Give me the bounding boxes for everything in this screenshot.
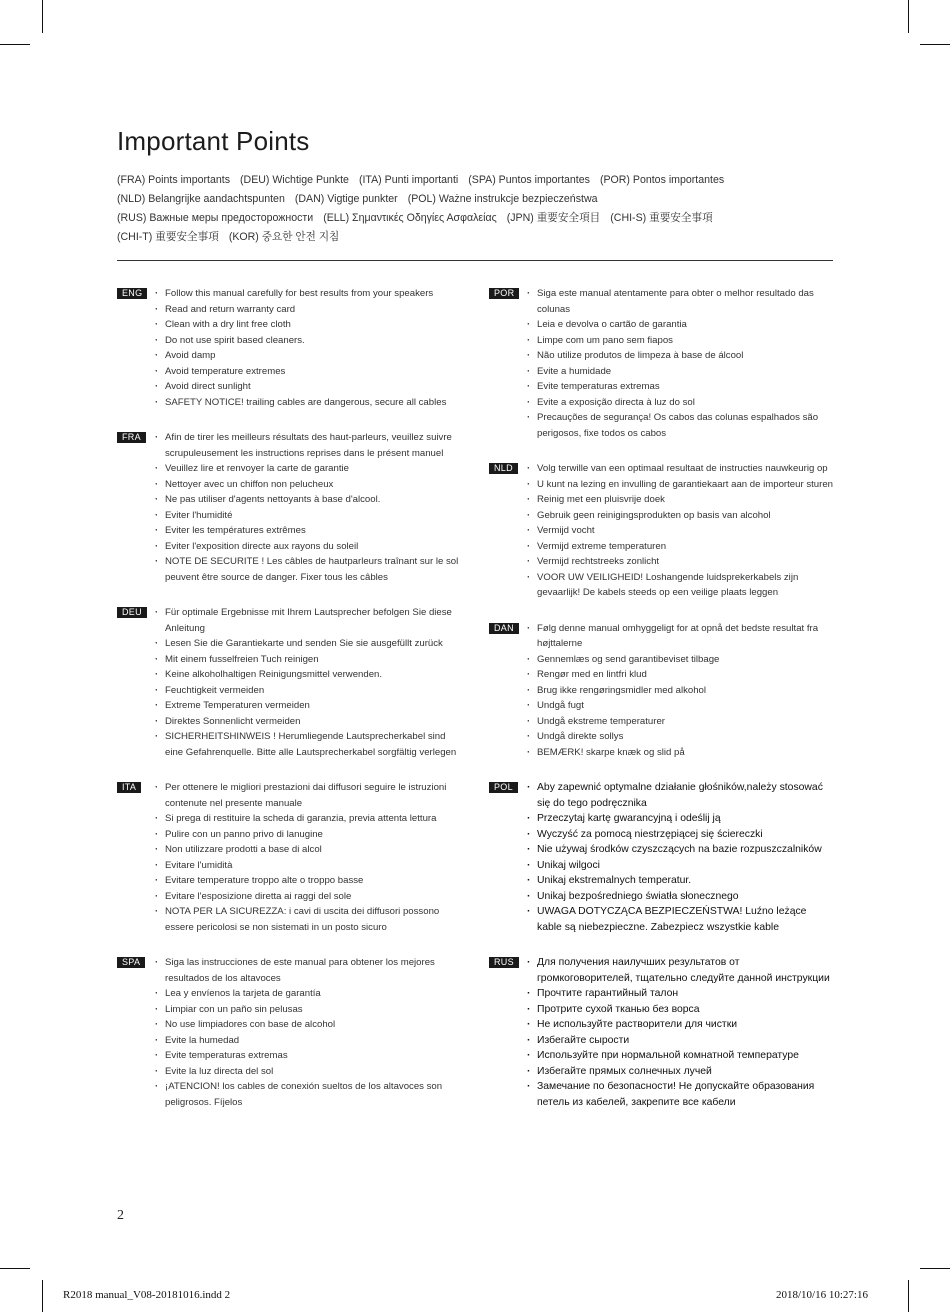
language-code-badge: ENG bbox=[117, 288, 147, 299]
list-item: · Aby zapewnić optymalne działanie głośników,należy stosować się do tego podręcznika bbox=[527, 780, 834, 811]
list-item: · Pulire con un panno privo di lanugine bbox=[155, 827, 462, 843]
list-item: · Do not use spirit based cleaners. bbox=[155, 333, 462, 349]
translated-title: (POL) Ważne instrukcje bezpieczeństwa bbox=[407, 193, 598, 205]
list-item: · Siga este manual atentamente para obter o melhor resultado das colunas bbox=[527, 286, 834, 317]
translated-title: (KOR) 중요한 안전 지침 bbox=[228, 231, 340, 243]
list-item: · SAFETY NOTICE! trailing cables are dangerous, secure all cables bbox=[155, 395, 462, 411]
list-item: · SICHERHEITSHINWEIS ! Herumliegende Lautsprecherkabel sind eine Gefahrenquelle. Bitte alle Lautsprecherkabel sorgfältig verlegen bbox=[155, 729, 462, 760]
language-section-rus bbox=[489, 955, 834, 1110]
list-item: · Unikaj bezpośredniego światła słonecznego bbox=[527, 889, 834, 905]
list-item: · Nie używaj środków czyszczących na bazie rozpuszczalników bbox=[527, 842, 834, 858]
list-item: · Avoid temperature extremes bbox=[155, 364, 462, 380]
list-item: · Siga las instrucciones de este manual para obtener los mejores resultados de los altavoces bbox=[155, 955, 462, 986]
list-item: · ¡ATENCION! los cables de conexión sueltos de los altavoces son peligrosos. Fíjelos bbox=[155, 1079, 462, 1110]
crop-mark bbox=[908, 0, 909, 33]
translated-title: (JPN) 重要安全項目 bbox=[506, 212, 601, 224]
list-item: · Не используйте растворители для чистки bbox=[527, 1017, 834, 1033]
list-item: · No use limpiadores con base de alcohol bbox=[155, 1017, 462, 1033]
instruction-list bbox=[155, 955, 462, 1110]
translated-title-line bbox=[117, 190, 837, 209]
list-item: · Evite temperaturas extremas bbox=[527, 379, 834, 395]
list-item: · Eviter les températures extrêmes bbox=[155, 523, 462, 539]
footer-filename: R2018 manual_V08-20181016.indd 2 bbox=[63, 1289, 231, 1301]
list-item: · Evitare l'esposizione diretta ai raggi del sole bbox=[155, 889, 462, 905]
list-item: · Eviter l'exposition directe aux rayons du soleil bbox=[155, 539, 462, 555]
translated-title: (DEU) Wichtige Punkte bbox=[240, 174, 349, 186]
translated-title: (POR) Pontos importantes bbox=[599, 174, 725, 186]
language-section-dan bbox=[489, 621, 834, 761]
crop-mark bbox=[0, 1268, 30, 1269]
crop-mark bbox=[920, 1268, 950, 1269]
translated-title: (FRA) Points importants bbox=[117, 174, 231, 186]
language-section-por bbox=[489, 286, 834, 441]
list-item: · Lesen Sie die Garantiekarte und senden Sie sie ausgefüllt zurück bbox=[155, 636, 462, 652]
list-item: · U kunt na lezing en invulling de garantiekaart aan de importeur sturen bbox=[527, 477, 834, 493]
list-item: · Замечание по безопасности! Не допускайте образования петель из кабелей, закрепите все кабели bbox=[527, 1079, 834, 1110]
list-item: · VOOR UW VEILIGHEID! Loshangende luidsprekerkabels zijn gevaarlijk! De kabels steeds op een veilige plaats leggen bbox=[527, 570, 834, 601]
list-item: · Extreme Temperaturen vermeiden bbox=[155, 698, 462, 714]
list-item: · Leia e devolva o cartão de garantia bbox=[527, 317, 834, 333]
list-item: · Избегайте сырости bbox=[527, 1033, 834, 1049]
list-item: · Clean with a dry lint free cloth bbox=[155, 317, 462, 333]
list-item: · UWAGA DOTYCZĄCA BEZPIECZEŃSTWA! Luźno leżące kable są niebezpieczne. Zabezpiecz wszystkie kable bbox=[527, 904, 834, 935]
list-item: · Wyczyść za pomocą niestrzępiącej się ściereczki bbox=[527, 827, 834, 843]
translated-title: (NLD) Belangrijke aandachtspunten bbox=[117, 193, 285, 205]
translated-title: (CHI-S) 重要安全事項 bbox=[610, 212, 713, 224]
language-code-badge: DEU bbox=[117, 607, 147, 618]
language-code-badge: NLD bbox=[489, 463, 518, 474]
instruction-list bbox=[527, 461, 834, 601]
list-item: · Für optimale Ergebnisse mit Ihrem Lautsprecher befolgen Sie diese Anleitung bbox=[155, 605, 462, 636]
language-section-deu bbox=[117, 605, 462, 760]
list-item: · Si prega di restituire la scheda di garanzia, previa attenta lettura bbox=[155, 811, 462, 827]
list-item: · Direktes Sonnenlicht vermeiden bbox=[155, 714, 462, 730]
translated-title: (DAN) Vigtige punkter bbox=[294, 193, 398, 205]
translated-title-line bbox=[117, 171, 837, 190]
translated-title: (SPA) Puntos importantes bbox=[468, 174, 590, 186]
list-item: · Unikaj ekstremalnych temperatur. bbox=[527, 873, 834, 889]
translated-title: (ITA) Punti importanti bbox=[358, 174, 459, 186]
left-column bbox=[117, 286, 462, 1110]
crop-mark bbox=[42, 0, 43, 33]
list-item: · Reinig met een pluisvrije doek bbox=[527, 492, 834, 508]
list-item: · Per ottenere le migliori prestazioni dai diffusori seguire le istruzioni contenute nel presente manuale bbox=[155, 780, 462, 811]
language-section-pol bbox=[489, 780, 834, 935]
language-code-badge: POR bbox=[489, 288, 519, 299]
list-item: · Используйте при нормальной комнатной температуре bbox=[527, 1048, 834, 1064]
list-item: · Evitare l'umidità bbox=[155, 858, 462, 874]
list-item: · Precauções de segurança! Os cabos das colunas espalhados são perigosos, fixe todos os cabos bbox=[527, 410, 834, 441]
list-item: · Przeczytaj kartę gwarancyjną i odeślij ją bbox=[527, 811, 834, 827]
list-item: · Undgå fugt bbox=[527, 698, 834, 714]
list-item: · Følg denne manual omhyggeligt for at opnå det bedste resultat fra højttalerne bbox=[527, 621, 834, 652]
translated-title-line bbox=[117, 209, 837, 228]
list-item: · Vermijd extreme temperaturen bbox=[527, 539, 834, 555]
list-item: · Vermijd vocht bbox=[527, 523, 834, 539]
instruction-list bbox=[155, 780, 462, 935]
list-item: · Evitare temperature troppo alte o troppo basse bbox=[155, 873, 462, 889]
list-item: · Eviter l'humidité bbox=[155, 508, 462, 524]
instruction-list bbox=[527, 955, 834, 1110]
translated-title-line bbox=[117, 228, 837, 247]
list-item: · BEMÆRK! skarpe knæk og slid på bbox=[527, 745, 834, 761]
list-item: · Vermijd rechtstreeks zonlicht bbox=[527, 554, 834, 570]
list-item: · Veuillez lire et renvoyer la carte de garantie bbox=[155, 461, 462, 477]
language-code-badge: SPA bbox=[117, 957, 145, 968]
language-code-badge: POL bbox=[489, 782, 518, 793]
language-section-eng bbox=[117, 286, 462, 410]
list-item: · Протрите сухой тканью без ворса bbox=[527, 1002, 834, 1018]
language-code-badge: DAN bbox=[489, 623, 519, 634]
list-item: · Volg terwille van een optimaal resultaat de instructies nauwkeurig op bbox=[527, 461, 834, 477]
translated-title: (ELL) Σημαντικές Οδηγίες Ασφαλείας bbox=[323, 212, 497, 224]
list-item: · Evite a humidade bbox=[527, 364, 834, 380]
list-item: · Mit einem fusselfreien Tuch reinigen bbox=[155, 652, 462, 668]
page-number: 2 bbox=[117, 1208, 124, 1223]
list-item: · Ne pas utiliser d'agents nettoyants à base d'alcool. bbox=[155, 492, 462, 508]
list-item: · Keine alkoholhaltigen Reinigungsmittel verwenden. bbox=[155, 667, 462, 683]
list-item: · Não utilize produtos de limpeza à base de álcool bbox=[527, 348, 834, 364]
language-code-badge: FRA bbox=[117, 432, 146, 443]
list-item: · NOTE DE SECURITE ! Les câbles de hautparleurs traînant sur le sol peuvent être source de danger. Fixer tous les câbles bbox=[155, 554, 462, 585]
list-item: · Feuchtigkeit vermeiden bbox=[155, 683, 462, 699]
list-item: · Прочтите гарантийный талон bbox=[527, 986, 834, 1002]
instruction-list bbox=[527, 780, 834, 935]
list-item: · Undgå ekstreme temperaturer bbox=[527, 714, 834, 730]
list-item: · Afin de tirer les meilleurs résultats des haut-parleurs, veuillez suivre scrupuleusement les instructions reprises dans le présent manuel bbox=[155, 430, 462, 461]
language-section-ita bbox=[117, 780, 462, 935]
crop-mark bbox=[908, 1280, 909, 1312]
right-column bbox=[489, 286, 834, 1110]
translated-titles bbox=[117, 171, 837, 247]
crop-mark bbox=[920, 44, 950, 45]
instruction-list bbox=[155, 430, 462, 585]
instruction-list bbox=[155, 286, 462, 410]
list-item: · Avoid direct sunlight bbox=[155, 379, 462, 395]
list-item: · Evite la luz directa del sol bbox=[155, 1064, 462, 1080]
crop-mark bbox=[42, 1280, 43, 1312]
translated-title: (RUS) Важные меры предосторожности bbox=[117, 212, 314, 224]
page-title: Important Points bbox=[117, 126, 310, 156]
list-item: · Gebruik geen reinigingsprodukten op basis van alcohol bbox=[527, 508, 834, 524]
list-item: · Brug ikke rengøringsmidler med alkohol bbox=[527, 683, 834, 699]
list-item: · Read and return warranty card bbox=[155, 302, 462, 318]
language-section-fra bbox=[117, 430, 462, 585]
language-section-spa bbox=[117, 955, 462, 1110]
divider bbox=[117, 260, 833, 261]
list-item: · Unikaj wilgoci bbox=[527, 858, 834, 874]
list-item: · Limpiar con un paño sin pelusas bbox=[155, 1002, 462, 1018]
list-item: · Undgå direkte sollys bbox=[527, 729, 834, 745]
footer-timestamp: 2018/10/16 10:27:16 bbox=[776, 1289, 868, 1301]
list-item: · Evite temperaturas extremas bbox=[155, 1048, 462, 1064]
list-item: · Non utilizzare prodotti a base di alcol bbox=[155, 842, 462, 858]
language-code-badge: RUS bbox=[489, 957, 519, 968]
instruction-list bbox=[155, 605, 462, 760]
instruction-list bbox=[527, 621, 834, 761]
list-item: · Follow this manual carefully for best results from your speakers bbox=[155, 286, 462, 302]
list-item: · Nettoyer avec un chiffon non pelucheux bbox=[155, 477, 462, 493]
list-item: · Avoid damp bbox=[155, 348, 462, 364]
language-code-badge: ITA bbox=[117, 782, 141, 793]
instruction-list bbox=[527, 286, 834, 441]
list-item: · Для получения наилучших результатов от громкоговорителей, тщательно следуйте данной инструкции bbox=[527, 955, 834, 986]
translated-title: (CHI-T) 重要安全事項 bbox=[117, 231, 219, 243]
list-item: · NOTA PER LA SICUREZZA: i cavi di uscita dei diffusori possono essere pericolosi se non sistemati in un posto sicuro bbox=[155, 904, 462, 935]
crop-mark bbox=[0, 44, 30, 45]
list-item: · Избегайте прямых солнечных лучей bbox=[527, 1064, 834, 1080]
language-section-nld bbox=[489, 461, 834, 601]
list-item: · Lea y envíenos la tarjeta de garantía bbox=[155, 986, 462, 1002]
list-item: · Evite a exposição directa à luz do sol bbox=[527, 395, 834, 411]
list-item: · Rengør med en lintfri klud bbox=[527, 667, 834, 683]
list-item: · Limpe com um pano sem fiapos bbox=[527, 333, 834, 349]
list-item: · Evite la humedad bbox=[155, 1033, 462, 1049]
list-item: · Gennemlæs og send garantibeviset tilbage bbox=[527, 652, 834, 668]
